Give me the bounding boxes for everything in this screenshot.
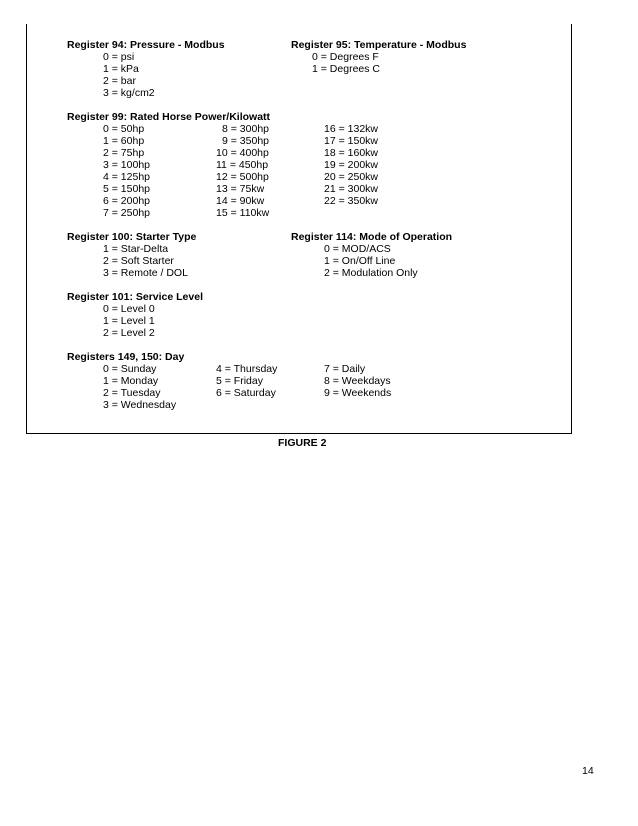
mode-heading: Register 114: Mode of Operation	[291, 231, 453, 243]
service-item: 2 = Level 2	[103, 327, 155, 339]
pressure-item: 2 = bar	[103, 75, 136, 87]
power-item: 6 = 200hp	[103, 195, 151, 207]
service-heading: Register 101: Service Level	[67, 291, 203, 303]
temperature-item: 0 = Degrees F	[312, 51, 379, 63]
day-item: 7 = Daily	[324, 363, 366, 375]
temperature-heading: Register 95: Temperature - Modbus	[291, 39, 467, 51]
starter-item: 2 = Soft Starter	[103, 255, 174, 267]
starter-heading: Register 100: Starter Type	[67, 231, 197, 243]
power-item: 14 = 90kw	[216, 195, 265, 207]
power-item: 13 = 75kw	[216, 183, 265, 195]
pressure-item: 0 = psi	[103, 51, 135, 63]
mode-item: 0 = MOD/ACS	[324, 243, 391, 255]
day-item: 6 = Saturday	[216, 387, 276, 399]
day-item: 4 = Thursday	[216, 363, 278, 375]
pressure-item: 3 = kg/cm2	[103, 87, 155, 99]
power-item: 1 = 60hp	[103, 135, 145, 147]
power-item: 21 = 300kw	[324, 183, 378, 195]
mode-item: 1 = On/Off Line	[324, 255, 396, 267]
power-item: 20 = 250kw	[324, 171, 378, 183]
power-item: 4 = 125hp	[103, 171, 151, 183]
power-item: 3 = 100hp	[103, 159, 151, 171]
pressure-item: 1 = kPa	[103, 63, 139, 75]
day-item: 8 = Weekdays	[324, 375, 391, 387]
power-item: 15 = 110kw	[216, 207, 270, 219]
power-item: 7 = 250hp	[103, 207, 151, 219]
power-item: 9 = 350hp	[222, 135, 270, 147]
day-heading: Registers 149, 150: Day	[67, 351, 185, 363]
mode-item: 2 = Modulation Only	[324, 267, 418, 279]
power-item: 8 = 300hp	[222, 123, 270, 135]
service-item: 1 = Level 1	[103, 315, 155, 327]
power-item: 10 = 400hp	[216, 147, 269, 159]
power-item: 17 = 150kw	[324, 135, 378, 147]
day-item: 1 = Monday	[103, 375, 159, 387]
power-item: 18 = 160kw	[324, 147, 378, 159]
day-item: 0 = Sunday	[103, 363, 157, 375]
figure-label: FIGURE 2	[278, 437, 327, 449]
day-item: 2 = Tuesday	[103, 387, 161, 399]
power-item: 0 = 50hp	[103, 123, 145, 135]
day-item: 9 = Weekends	[324, 387, 392, 399]
power-item: 11 = 450hp	[216, 159, 269, 171]
power-item: 5 = 150hp	[103, 183, 151, 195]
pressure-heading: Register 94: Pressure - Modbus	[67, 39, 225, 51]
power-item: 12 = 500hp	[216, 171, 269, 183]
power-item: 2 = 75hp	[103, 147, 145, 159]
service-item: 0 = Level 0	[103, 303, 155, 315]
power-item: 19 = 200kw	[324, 159, 378, 171]
day-item: 3 = Wednesday	[103, 399, 177, 411]
power-heading: Register 99: Rated Horse Power/Kilowatt	[67, 111, 271, 123]
page-number: 14	[582, 765, 594, 777]
power-item: 22 = 350kw	[324, 195, 378, 207]
temperature-item: 1 = Degrees C	[312, 63, 380, 75]
day-item: 5 = Friday	[216, 375, 263, 387]
starter-item: 3 = Remote / DOL	[103, 267, 188, 279]
power-item: 16 = 132kw	[324, 123, 378, 135]
starter-item: 1 = Star-Delta	[103, 243, 169, 255]
